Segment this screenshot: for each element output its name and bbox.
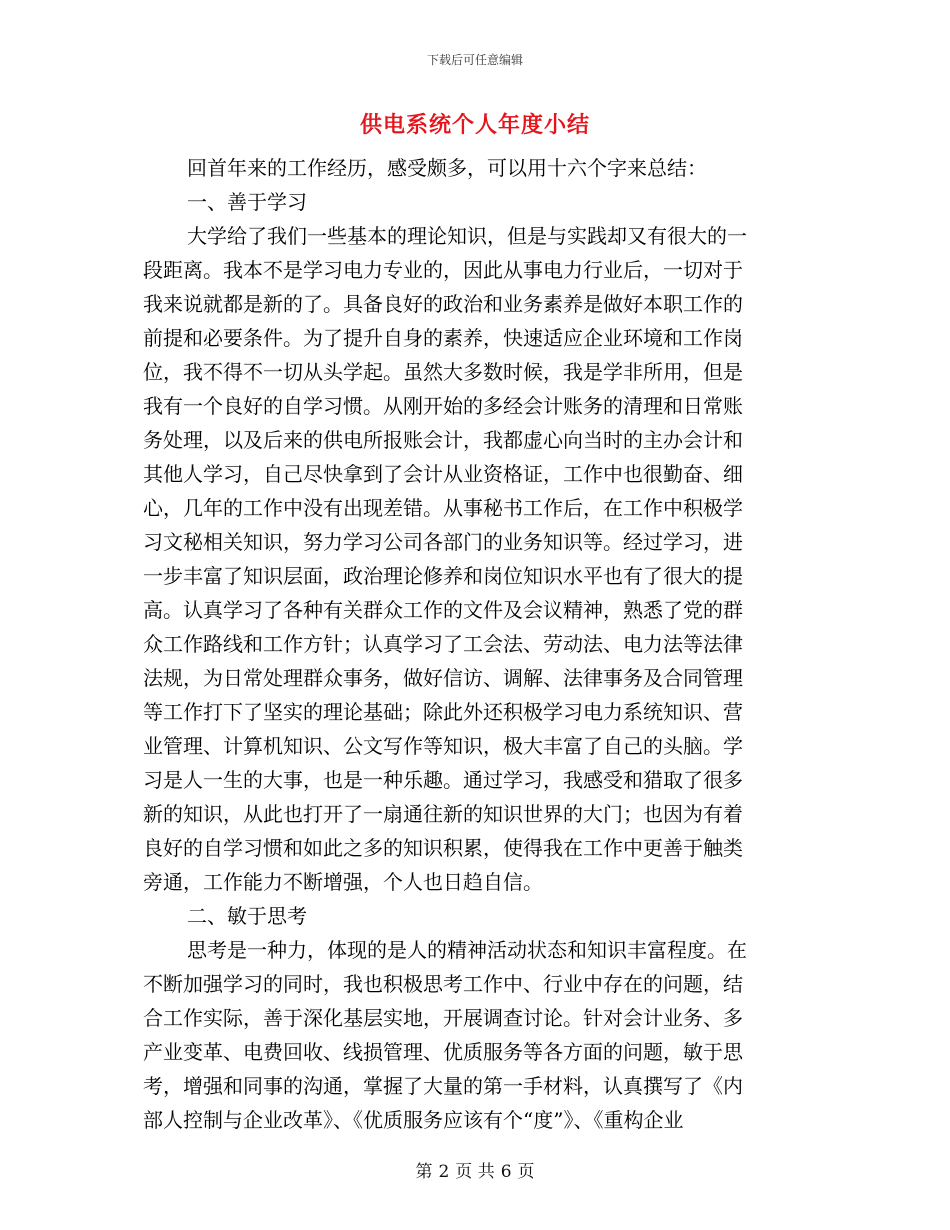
text-line: 习是人一生的大事，也是一种乐趣。通过学习，我感受和猎取了很多 [143,768,743,792]
text-line: 高。认真学习了各种有关群众工作的文件及会议精神，熟悉了党的群 [143,598,743,622]
text-line: 旁通，工作能力不断增强，个人也日趋自信。 [143,870,543,894]
footer-total-pages: 6 [500,1162,512,1182]
footer-middle: 页 共 [455,1162,495,1182]
text-line: 业管理、计算机知识、公文写作等知识，极大丰富了自己的头脑。学 [143,734,743,758]
text-line: 段距离。我本不是学习电力专业的，因此从事电力行业后，一切对于 [143,258,743,282]
text-line: 回首年来的工作经历，感受颇多，可以用十六个字来总结： [187,156,707,180]
footer-prefix: 第 [415,1162,433,1182]
text-line: 不断加强学习的同时，我也积极思考工作中、行业中存在的问题，结 [143,972,743,996]
text-line: 一、善于学习 [187,190,307,214]
text-line: 部人控制与企业改革》、《优质服务应该有个“度”》、《重构企业 [143,1108,684,1132]
text-line: 一步丰富了知识层面，政治理论修养和岗位知识水平也有了很大的提 [143,564,743,588]
text-line: 大学给了我们一些基本的理论知识，但是与实践却又有很大的一 [187,224,747,248]
text-line: 合工作实际，善于深化基层实地，开展调查讨论。针对会计业务、多 [143,1006,743,1030]
text-line: 等工作打下了坚实的理论基础；除此外还积极学习电力系统知识、营 [143,700,743,724]
text-line: 习文秘相关知识，努力学习公司各部门的业务知识等。经过学习，进 [143,530,743,554]
text-line: 其他人学习，自己尽快拿到了会计从业资格证，工作中也很勤奋、细 [143,462,743,486]
header-note: 下载后可任意编辑 [426,53,523,67]
text-line: 法规，为日常处理群众事务，做好信访、调解、法律事务及合同管理 [143,666,743,690]
text-line: 良好的自学习惯和如此之多的知识积累，使得我在工作中更善于触类 [143,836,743,860]
text-line: 前提和必要条件。为了提升自身的素养，快速适应企业环境和工作岗 [143,326,743,350]
text-line: 务处理，以及后来的供电所报账会计，我都虚心向当时的主办会计和 [143,428,743,452]
text-line: 我来说就都是新的了。具备良好的政治和业务素养是做好本职工作的 [143,292,743,316]
text-line: 新的知识，从此也打开了一扇通往新的知识世界的大门；也因为有着 [143,802,743,826]
text-line: 心，几年的工作中没有出现差错。从事秘书工作后，在工作中积极学 [143,496,743,520]
footer-current-page: 2 [438,1162,450,1182]
text-line: 产业变革、电费回收、线损管理、优质服务等各方面的问题，敏于思 [143,1040,743,1064]
text-line: 考，增强和同事的沟通，掌握了大量的第一手材料，认真撰写了《内 [143,1074,743,1098]
text-line: 二、敏于思考 [187,904,307,928]
text-line: 众工作路线和工作方针；认真学习了工会法、劳动法、电力法等法律 [143,632,743,656]
text-line: 位，我不得不一切从头学起。虽然大多数时候，我是学非所用，但是 [143,360,743,384]
document-title: 供电系统个人年度小结 [359,113,590,138]
document-body [143,151,797,1137]
footer-suffix: 页 [517,1162,535,1182]
page-footer [0,1157,950,1182]
text-line: 我有一个良好的自学习惯。从刚开始的多经会计账务的清理和日常账 [143,394,743,418]
text-line: 思考是一种力，体现的是人的精神活动状态和知识丰富程度。在 [187,938,747,962]
